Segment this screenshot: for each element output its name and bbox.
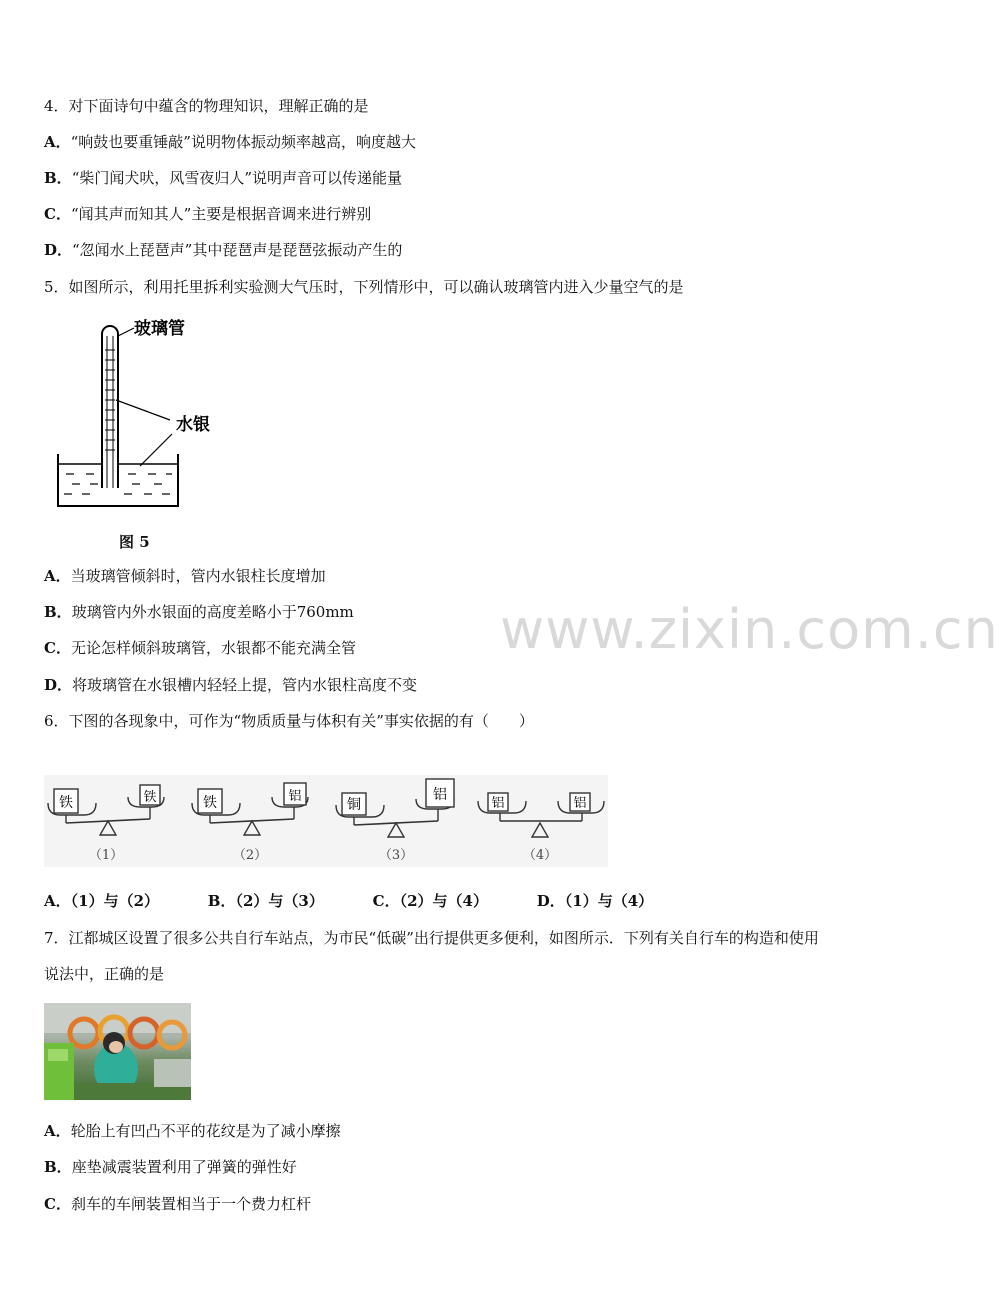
- q6-stem: 6．下图的各现象中，可作为“物质质量与体积有关”事实依据的有（ ）: [44, 712, 534, 730]
- q4-option-c: C．“闻其声而知其人”主要是根据音调来进行辨别: [44, 205, 372, 223]
- q6-option-c: C．（2）与（4）: [372, 892, 488, 910]
- svg-text:铝: 铝: [491, 796, 505, 811]
- svg-text:铁: 铁: [203, 795, 217, 811]
- svg-text:铝: 铝: [288, 789, 302, 804]
- svg-text:铁: 铁: [143, 790, 157, 805]
- q7-option-a: A．轮胎上有凹凸不平的花纹是为了减小摩擦: [44, 1122, 341, 1140]
- q6-options: [44, 891, 653, 911]
- q7-option-b: B．座垫减震装置利用了弹簧的弹性好: [44, 1158, 297, 1176]
- q7-stem-line1: 7．江都城区设置了很多公共自行车站点，为市民“低碳”出行提供更多便利，如图所示．下列有关自行车的构造和使用: [44, 929, 819, 947]
- q5-option-c: C．无论怎样倾斜玻璃管，水银都不能充满全管: [44, 639, 356, 657]
- torricelli-figure: [50, 316, 240, 516]
- q6-option-d: D．（1）与（4）: [536, 892, 654, 910]
- q6-option-a: A．（1）与（2）: [44, 892, 160, 910]
- q4-option-b: B．“柴门闻犬吠，风雪夜归人”说明声音可以传递能量: [44, 169, 403, 187]
- q4-option-d: D．“忽闻水上琵琶声”其中琵琶声是琵琶弦振动产生的: [44, 241, 403, 259]
- label-tube: 玻璃管: [134, 319, 185, 339]
- svg-text:（1）: （1）: [88, 848, 124, 863]
- q7-stem-line2: 说法中，正确的是: [44, 965, 165, 983]
- svg-text:铁: 铁: [59, 795, 73, 811]
- svg-text:（3）: （3）: [378, 848, 414, 863]
- label-mercury: 水银: [176, 415, 210, 435]
- svg-text:（4）: （4）: [522, 848, 558, 863]
- q5-option-d: D．将玻璃管在水银槽内轻轻上提，管内水银柱高度不变: [44, 676, 418, 694]
- q5-option-a: A．当玻璃管倾斜时，管内水银柱长度增加: [44, 567, 326, 585]
- bike-station-photo: [44, 1003, 191, 1100]
- balances-figure: [44, 775, 608, 867]
- watermark: www.zixin.com.cn: [500, 598, 999, 661]
- q6-option-b: B．（2）与（3）: [207, 892, 324, 910]
- q5-option-b: B．玻璃管内外水银面的高度差略小于760mm: [44, 603, 354, 621]
- q4-option-a: A．“响鼓也要重锤敲”说明物体振动频率越高，响度越大: [44, 133, 416, 151]
- q7-option-c: C．刹车的车闸装置相当于一个费力杠杆: [44, 1195, 311, 1213]
- q5-stem: 5．如图所示，利用托里拆利实验测大气压时，下列情形中，可以确认玻璃管内进入少量空气的是: [44, 278, 684, 296]
- q4-stem: 4．对下面诗句中蕴含的物理知识，理解正确的是: [44, 97, 369, 115]
- svg-text:（2）: （2）: [232, 848, 268, 863]
- svg-text:铜: 铜: [347, 797, 361, 813]
- svg-text:铝: 铝: [573, 796, 587, 811]
- svg-text:铝: 铝: [433, 787, 447, 803]
- figure-caption: 图 5: [119, 533, 150, 551]
